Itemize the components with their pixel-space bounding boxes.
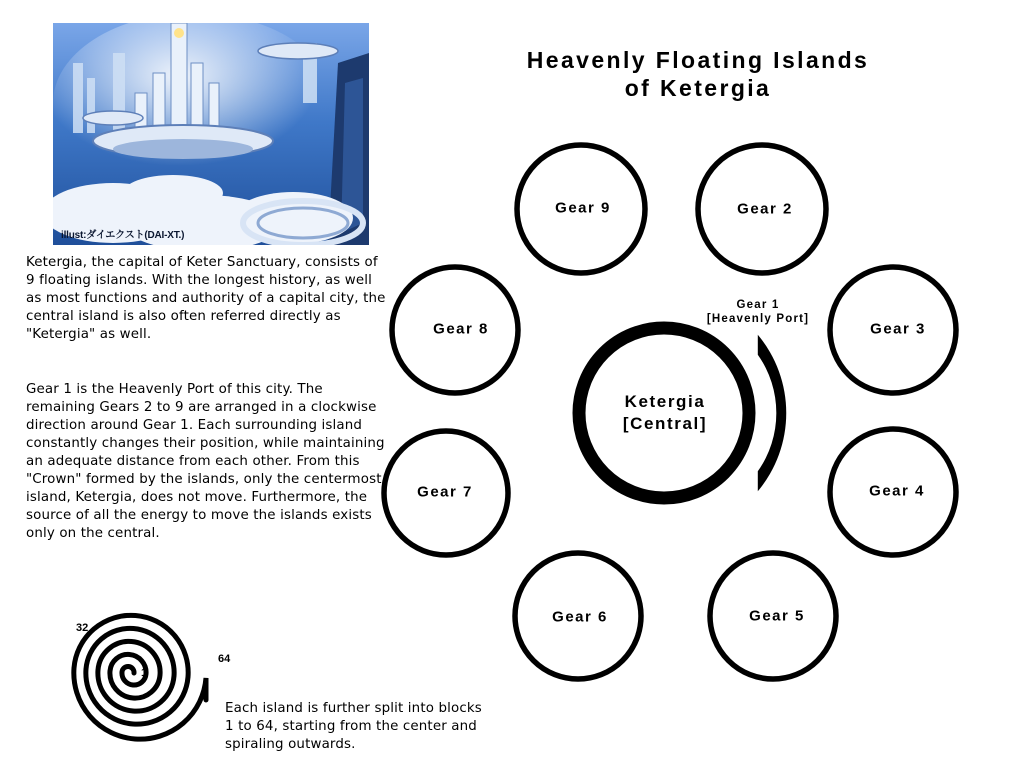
spiral-caption-line-2: 1 to 64, starting from the center and <box>225 719 477 734</box>
title-line-2: of Ketergia <box>624 75 772 101</box>
central-island-label <box>623 391 707 435</box>
gear-5-label: Gear 5 <box>749 607 805 625</box>
gear-6-label: Gear 6 <box>552 608 608 626</box>
illustration-credit: illust:ダイエクスト(DAI-XT.) <box>61 230 185 241</box>
central-island-role: [Central] <box>622 414 708 433</box>
gear-9-label: Gear 9 <box>555 199 611 217</box>
intro-paragraph: Ketergia, the capital of Keter Sanctuary, consists of 9 floating islands. With the longest history, as well as most functions and authority of a capital city, the central island is also often referred directly as "Ketergia" as well. <box>26 255 386 342</box>
gear-3-label: Gear 3 <box>870 320 926 338</box>
gear-1-role: [Heavenly Port] <box>706 313 810 325</box>
spiral-label-middle: 32 <box>76 622 89 634</box>
central-island-name: Ketergia <box>624 392 706 411</box>
title-line-1: Heavenly Floating Islands <box>526 47 870 73</box>
spiral-label-start: 1 <box>141 667 148 679</box>
block-spiral <box>74 615 206 739</box>
heavenly-port-arc <box>758 335 786 492</box>
spiral-caption <box>225 700 525 754</box>
gear-8-label: Gear 8 <box>433 320 489 338</box>
gear-1-name: Gear 1 <box>736 299 780 311</box>
gear-2-label: Gear 2 <box>737 200 793 218</box>
gear-4-label: Gear 4 <box>869 482 925 500</box>
spiral-caption-line-1: Each island is further split into blocks <box>225 701 482 716</box>
gear-7-label: Gear 7 <box>417 483 473 501</box>
spiral-caption-line-3: spiraling outwards. <box>225 737 356 752</box>
gear-1-label <box>707 298 809 326</box>
spiral-label-end: 64 <box>218 653 231 665</box>
arrangement-paragraph: Gear 1 is the Heavenly Port of this city. The remaining Gears 2 to 9 are arranged in a clockwise direction around Gear 1. Each surrounding island constantly changes their position, while maintaining an adequate distance from each other. From this "Crown" formed by the islands, only the centermost island, Ketergia, does not move. Furthermore, the source of all the energy to move the islands exists only on the central. <box>26 382 385 541</box>
